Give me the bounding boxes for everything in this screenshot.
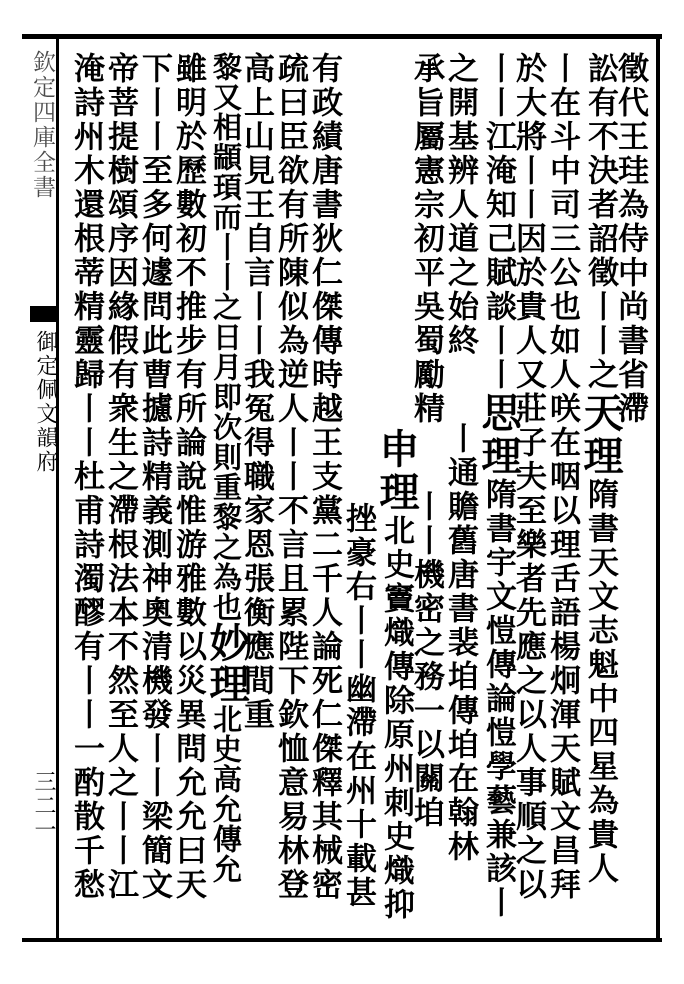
page-number: 三二一 — [31, 770, 56, 842]
top-border-rule — [22, 34, 662, 39]
column-text: 黎又相顓頊而丨丨之日月即次則重黎之為也 — [209, 52, 243, 622]
series-title: 欽定四庫全書 — [29, 50, 55, 200]
text-column — [306, 52, 342, 932]
column-text: 於大將丨丨因於貴人又莊子夫至樂者先應之以人事順之以 — [510, 52, 546, 902]
column-text: 高上山見王自言丨丨我冤得職家恩張衡應間重 — [238, 52, 274, 732]
headword: 思理 — [475, 392, 522, 478]
text-column — [544, 52, 580, 932]
column-text: 訟有不決者詔徵丨丨之 — [582, 52, 618, 392]
text-column — [170, 52, 206, 932]
column-text: 帝菩提樹頌序因緣假有衆生之滯根法本不然至人之丨丨江 — [102, 52, 138, 902]
column-text: 隋書天文志魁中四星為貴人 — [582, 478, 618, 886]
column-text: 之開基辨人道之始終 — [442, 52, 478, 358]
right-border-rule — [656, 34, 660, 942]
text-column — [442, 52, 478, 932]
column-text: 丨通贍舊唐書裴垍傳垍在翰林 — [442, 422, 478, 864]
column-text: 隋書宇文愷傳論愷學藝兼該丨 — [480, 478, 516, 920]
column-text: 徵代王珪為侍中尚書省滯 — [612, 52, 648, 426]
column-text: 有政績唐書狄仁傑傳時越王支黨二千人論死仁傑釋其械密 — [306, 52, 342, 902]
fish-tail-mark — [30, 306, 58, 322]
text-column — [475, 52, 522, 932]
headword: 天理 — [577, 392, 624, 478]
text-column — [203, 52, 250, 932]
column-text: 疏曰臣欲有所陳似為逆人丨丨不言且累陛下欽恤意易林登 — [272, 52, 308, 902]
column-text: 雖明於歷數初不推步有所論說惟游雅數以災異問允允曰天 — [170, 52, 206, 902]
column-text: 北史高允傳允 — [209, 704, 243, 884]
headword: 妙理 — [203, 622, 250, 704]
column-text: 北史竇熾傳除原州刺史熾抑 — [378, 514, 414, 922]
text-column — [577, 52, 624, 932]
text-column — [68, 52, 104, 932]
book-title: 御定佩文韻府 — [33, 330, 58, 474]
column-text: 丨丨機密之務一以關垍 — [408, 490, 444, 830]
text-column — [136, 52, 172, 932]
bottom-border-rule — [22, 938, 662, 942]
headword: 申理 — [373, 428, 420, 514]
text-column — [102, 52, 138, 932]
text-column — [340, 52, 376, 932]
column-text: 下丨丨至多何遽問此曹攄詩精義測神奧清機發丨丨梁簡文 — [136, 52, 172, 902]
column-text: 挫豪右丨丨幽滯在州十載甚 — [340, 502, 376, 910]
column-text: 承旨屬憲宗初平吳蜀勵精 — [408, 52, 444, 426]
column-text: 淹詩州木還根蒂精靈歸丨丨杜甫詩濁醪有丨丨一酌散千愁 — [68, 52, 104, 902]
column-text: 丨丨江淹知己賦談丨丨 — [480, 52, 516, 392]
column-text: 丨在斗中司三公也如人咲在咽以理舌語楊炯渾天賦文昌拜 — [544, 52, 580, 902]
text-column — [272, 52, 308, 932]
text-column — [373, 52, 420, 932]
